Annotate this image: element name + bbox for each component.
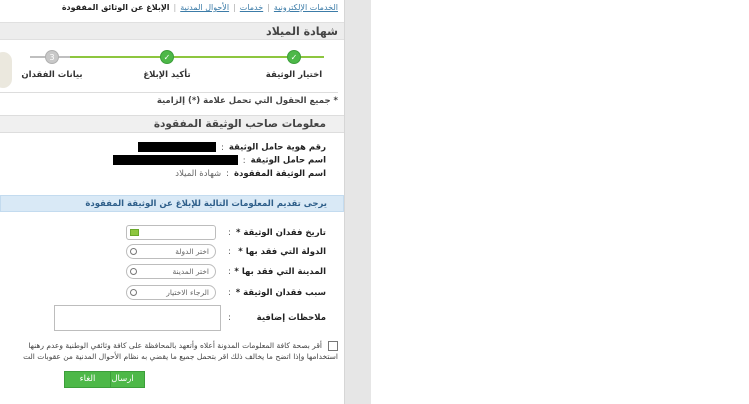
declaration-line-2: استخدامها وإذا اتضح ما يخالف ذلك اقر بتحمل جميع ما يقضي به نظام الأحوال المدنية من عقوبات الت [23,352,338,361]
reason-select[interactable] [126,285,216,300]
info-colon: : [242,155,246,166]
owner-section-header [0,115,344,133]
instruction-box [0,195,344,212]
page-content [0,0,344,404]
scrollbar[interactable] [344,0,371,404]
breadcrumb-link-services[interactable]: خدمات [239,3,264,12]
breadcrumb-separator: | [267,3,270,12]
step-label: تأكيد الإبلاغ [143,70,191,80]
step-number: 3 [45,50,59,64]
form-label: الدولة التي فقد بها * [238,247,326,257]
redacted-value [138,142,216,152]
info-label: اسم حامل الوثيقة [250,155,326,166]
submit-button[interactable]: ارسال [100,371,145,388]
cancel-button[interactable]: الغاء [64,371,111,388]
breadcrumb-link-civil-affairs[interactable]: الأحوال المدنية [180,3,230,12]
country-select[interactable] [126,244,216,259]
info-row-id-number [138,142,326,153]
instruction-text: يرجى تقديم المعلومات التالية للإبلاغ عن الوثيقة المفقودة [85,199,327,209]
reason-placeholder: الرجاء الاختيار [166,288,209,297]
form-colon: : [228,288,231,298]
check-icon: ✓ [287,50,301,64]
form-row-loss-date [6,225,326,241]
form-colon: : [228,313,231,323]
redacted-value [113,155,238,165]
form-colon: : [228,247,231,257]
notes-label: ملاحظات إضافية [256,313,326,323]
breadcrumb-link-eservices[interactable]: الخدمات الإلكترونية [273,3,338,12]
page-title: شهادة الميلاد [266,25,338,38]
declaration-line-1: أقر بصحة كافة المعلومات المدونة أعلاه وأتعهد بالمحافظة على كافة وثائقي الوطنية وعدم رهنها [28,341,322,350]
step-loss-details [12,50,92,80]
form-colon: : [228,267,231,277]
city-placeholder: اختر المدينة [172,267,209,276]
title-bar [0,22,344,40]
section-title: معلومات صاحب الوثيقة المفقودة [153,118,326,130]
breadcrumb [62,3,338,12]
info-label: اسم الوثيقة المفقودة [234,169,326,179]
step-confirm-report [127,50,207,80]
dropdown-icon [130,289,137,296]
info-label: رقم هوية حامل الوثيقة [228,142,326,153]
breadcrumb-separator: | [173,3,177,12]
empty-area [371,0,749,404]
form-row-country [6,244,326,260]
breadcrumb-separator: | [233,3,236,12]
step-select-document [254,50,334,80]
check-icon: ✓ [160,50,174,64]
loss-date-input[interactable] [126,225,216,240]
form-label: سبب فقدان الوثيقة * [235,288,326,298]
calendar-icon[interactable] [130,229,139,236]
form-colon: : [228,228,231,238]
info-colon: : [221,142,224,153]
required-fields-note: * جميع الحقول التي تحمل علامة (*) إلزامية [0,92,338,108]
form-label: المدينة التي فقد بها * [234,267,326,277]
info-colon: : [226,169,230,179]
city-select[interactable] [126,264,216,279]
progress-steps [0,42,344,90]
dropdown-icon [130,268,137,275]
declaration-text [0,340,338,362]
form-row-reason [6,285,326,301]
info-value: شهادة الميلاد [175,169,222,179]
form-label: تاريخ فقدان الوثيقة * [235,228,326,238]
info-row-holder-name [113,155,326,166]
country-placeholder: اختر الدولة [175,247,209,256]
emblem-watermark [0,52,12,88]
notes-textarea[interactable] [54,305,221,331]
step-label: اختيار الوثيقة [265,70,323,80]
breadcrumb-current: الإبلاغ عن الوثائق المفقودة [61,3,170,12]
dropdown-icon [130,248,137,255]
form-row-city [6,264,326,280]
step-label: بيانات الفقدان [21,70,83,80]
info-row-document-name [175,169,326,179]
